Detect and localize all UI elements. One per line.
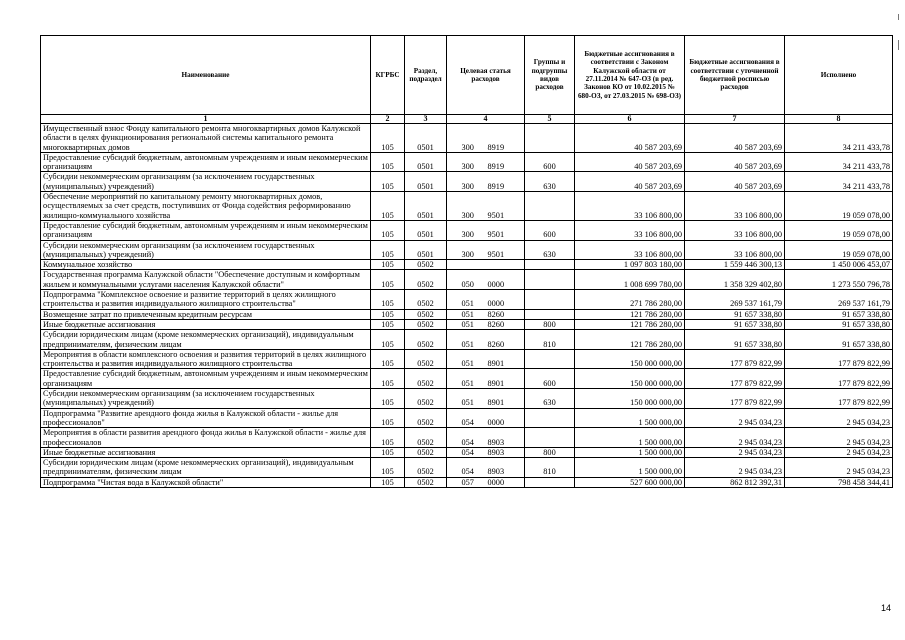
row-executed-amount: 91 657 338,80	[785, 330, 893, 350]
row-target	[447, 172, 525, 192]
row-target	[447, 260, 525, 270]
row-group	[525, 428, 575, 448]
row-executed-amount: 34 211 433,78	[785, 172, 893, 192]
row-executed-amount: 2 945 034,23	[785, 428, 893, 448]
row-executed-amount: 34 211 433,78	[785, 124, 893, 153]
row-target-program: 300	[461, 162, 474, 172]
row-target-program: 051	[461, 299, 474, 309]
table-row	[41, 192, 893, 221]
row-law-amount: 150 000 000,00	[575, 349, 685, 369]
row-target-program: 051	[461, 319, 474, 329]
row-executed-amount: 177 879 822,99	[785, 349, 893, 369]
row-target-item: 0000	[487, 279, 505, 289]
row-target	[447, 349, 525, 369]
row-section: 0502	[405, 349, 447, 369]
table-row	[41, 389, 893, 409]
table-row	[41, 240, 893, 260]
row-name: Коммунальное хозяйство	[41, 260, 371, 270]
table-row	[41, 152, 893, 172]
budget-table	[40, 35, 893, 488]
row-target-program: 051	[461, 339, 474, 349]
column-number: 5	[525, 115, 575, 124]
row-target	[447, 192, 525, 221]
row-name: Предоставление субсидий бюджетным, автономным учреждениям и иным некоммерческим организациям	[41, 220, 371, 240]
row-section: 0502	[405, 389, 447, 409]
row-group	[525, 408, 575, 428]
row-target	[447, 220, 525, 240]
row-refined-amount: 91 657 338,80	[685, 330, 785, 350]
row-group: 800	[525, 447, 575, 457]
table-body	[41, 115, 893, 488]
header-executed: Исполнено	[785, 36, 893, 115]
row-law-amount: 1 500 000,00	[575, 428, 685, 448]
row-kgrbs: 105	[371, 477, 405, 487]
row-law-amount: 1 500 000,00	[575, 447, 685, 457]
row-target	[447, 309, 525, 319]
row-law-amount: 40 587 203,69	[575, 152, 685, 172]
row-target-item: 8901	[487, 359, 505, 369]
row-name: Мероприятия в области развития арендного фонда жилья в Калужской области - жилье для профессионалов	[41, 428, 371, 448]
row-target-program: 054	[461, 417, 474, 427]
row-group: 630	[525, 240, 575, 260]
row-refined-amount: 2 945 034,23	[685, 408, 785, 428]
table-row	[41, 428, 893, 448]
row-kgrbs: 105	[371, 458, 405, 478]
row-refined-amount: 2 945 034,23	[685, 458, 785, 478]
row-target	[447, 428, 525, 448]
table-row	[41, 220, 893, 240]
row-target-program: 300	[461, 181, 474, 191]
row-kgrbs: 105	[371, 349, 405, 369]
row-kgrbs: 105	[371, 319, 405, 329]
row-executed-amount: 91 657 338,80	[785, 309, 893, 319]
row-kgrbs: 105	[371, 428, 405, 448]
row-refined-amount: 177 879 822,99	[685, 389, 785, 409]
table-row	[41, 408, 893, 428]
row-refined-amount: 1 559 446 300,13	[685, 260, 785, 270]
row-refined-amount: 91 657 338,80	[685, 319, 785, 329]
row-target-item: 0000	[487, 299, 505, 309]
row-target-item: 9501	[487, 249, 505, 259]
row-section: 0502	[405, 477, 447, 487]
row-section: 0501	[405, 192, 447, 221]
row-group: 810	[525, 458, 575, 478]
row-law-amount: 271 786 280,00	[575, 290, 685, 310]
row-name: Субсидии некоммерческим организациям (за исключением государственных (муниципальных) учреждений)	[41, 240, 371, 260]
row-name: Государственная программа Калужской области "Обеспечение доступным и комфортным жильем и коммунальными услугами населения Калужской области"	[41, 270, 371, 290]
row-refined-amount: 269 537 161,79	[685, 290, 785, 310]
row-target	[447, 270, 525, 290]
row-law-amount: 1 500 000,00	[575, 408, 685, 428]
row-law-amount: 150 000 000,00	[575, 389, 685, 409]
row-refined-amount: 2 945 034,23	[685, 428, 785, 448]
row-target-program: 300	[461, 210, 474, 220]
column-number: 1	[41, 115, 371, 124]
row-target-program: 054	[461, 437, 474, 447]
row-target	[447, 319, 525, 329]
row-section: 0502	[405, 330, 447, 350]
row-group: 630	[525, 389, 575, 409]
row-executed-amount: 177 879 822,99	[785, 369, 893, 389]
row-target-item: 9501	[487, 210, 505, 220]
row-target-item: 8260	[487, 309, 505, 319]
table-row	[41, 124, 893, 153]
row-refined-amount: 177 879 822,99	[685, 349, 785, 369]
row-name: Иные бюджетные ассигнования	[41, 319, 371, 329]
row-kgrbs: 105	[371, 192, 405, 221]
table-row	[41, 319, 893, 329]
row-kgrbs: 105	[371, 124, 405, 153]
row-target	[447, 290, 525, 310]
row-section: 0502	[405, 290, 447, 310]
row-kgrbs: 105	[371, 240, 405, 260]
row-target	[447, 369, 525, 389]
header-groups: Группы и подгруппы видов расходов	[525, 36, 575, 115]
row-law-amount: 121 786 280,00	[575, 319, 685, 329]
row-law-amount: 1 500 000,00	[575, 458, 685, 478]
table-row	[41, 369, 893, 389]
row-name: Имущественный взнос Фонду капитального ремонта многоквартирных домов Калужской области в целях функционирования региональной системы капитального ремонта многоквартирных домов	[41, 124, 371, 153]
column-number: 7	[685, 115, 785, 124]
row-law-amount: 40 587 203,69	[575, 124, 685, 153]
row-target	[447, 240, 525, 260]
row-target-item: 8903	[487, 467, 505, 477]
row-target-item: 8260	[487, 319, 505, 329]
row-kgrbs: 105	[371, 220, 405, 240]
row-section: 0502	[405, 447, 447, 457]
row-refined-amount: 40 587 203,69	[685, 172, 785, 192]
row-group	[525, 477, 575, 487]
row-executed-amount: 34 211 433,78	[785, 152, 893, 172]
row-target-program: 054	[461, 447, 474, 457]
row-target-item: 0000	[487, 477, 505, 487]
table-header-row	[41, 36, 893, 115]
column-number: 4	[447, 115, 525, 124]
row-law-amount: 33 106 800,00	[575, 220, 685, 240]
row-name: Предоставление субсидий бюджетным, автономным учреждениям и иным некоммерческим организациям	[41, 369, 371, 389]
row-executed-amount: 19 059 078,00	[785, 220, 893, 240]
row-section: 0502	[405, 428, 447, 448]
row-group	[525, 349, 575, 369]
row-law-amount: 1 008 699 780,00	[575, 270, 685, 290]
row-group: 800	[525, 319, 575, 329]
row-executed-amount: 1 273 550 796,78	[785, 270, 893, 290]
row-kgrbs: 105	[371, 330, 405, 350]
row-kgrbs: 105	[371, 290, 405, 310]
row-group: 600	[525, 220, 575, 240]
row-law-amount: 121 786 280,00	[575, 309, 685, 319]
row-group: 630	[525, 172, 575, 192]
table-row	[41, 172, 893, 192]
header-kgrbs: КГРБС	[371, 36, 405, 115]
row-executed-amount: 2 945 034,23	[785, 447, 893, 457]
row-refined-amount: 40 587 203,69	[685, 152, 785, 172]
row-target	[447, 447, 525, 457]
row-refined-amount: 33 106 800,00	[685, 192, 785, 221]
row-name: Подпрограмма "Чистая вода в Калужской области"	[41, 477, 371, 487]
table-row	[41, 260, 893, 270]
row-target	[447, 458, 525, 478]
header-refined-allocations: Бюджетные ассигнования в соответствии с уточненной бюджетной росписью расходов	[685, 36, 785, 115]
row-executed-amount: 2 945 034,23	[785, 458, 893, 478]
table-row	[41, 349, 893, 369]
row-law-amount: 527 600 000,00	[575, 477, 685, 487]
row-name: Субсидии юридическим лицам (кроме некоммерческих организаций), индивидуальным предпринимателям, физическим лицам	[41, 458, 371, 478]
row-section: 0502	[405, 309, 447, 319]
row-law-amount: 1 097 803 180,00	[575, 260, 685, 270]
row-target	[447, 477, 525, 487]
row-target-item: 8903	[487, 437, 505, 447]
row-target-item: 8260	[487, 339, 505, 349]
row-target-program: 057	[461, 477, 474, 487]
scan-edge-mark	[898, 40, 899, 50]
row-executed-amount: 19 059 078,00	[785, 192, 893, 221]
row-refined-amount: 33 106 800,00	[685, 220, 785, 240]
row-group	[525, 192, 575, 221]
row-target-program: 300	[461, 142, 474, 152]
row-section: 0501	[405, 152, 447, 172]
row-target-item: 0000	[487, 417, 505, 427]
row-target-item: 8919	[487, 142, 505, 152]
header-target: Целевая статья расходов	[447, 36, 525, 115]
row-target-program: 300	[461, 230, 474, 240]
row-refined-amount: 862 812 392,31	[685, 477, 785, 487]
row-refined-amount: 40 587 203,69	[685, 124, 785, 153]
page-number: 14	[880, 603, 891, 613]
row-section: 0502	[405, 319, 447, 329]
row-kgrbs: 105	[371, 389, 405, 409]
header-name: Наименование	[41, 36, 371, 115]
row-target-item: 8919	[487, 181, 505, 191]
row-kgrbs: 105	[371, 270, 405, 290]
row-name: Предоставление субсидий бюджетным, автономным учреждениям и иным некоммерческим организациям	[41, 152, 371, 172]
table-row	[41, 309, 893, 319]
column-number: 6	[575, 115, 685, 124]
row-section: 0502	[405, 369, 447, 389]
row-law-amount: 150 000 000,00	[575, 369, 685, 389]
column-number-row	[41, 115, 893, 124]
row-group	[525, 309, 575, 319]
row-target-item: 8919	[487, 162, 505, 172]
row-refined-amount: 2 945 034,23	[685, 447, 785, 457]
row-target-program: 051	[461, 309, 474, 319]
header-section: Раздел, подраздел	[405, 36, 447, 115]
row-law-amount: 33 106 800,00	[575, 240, 685, 260]
row-kgrbs: 105	[371, 369, 405, 389]
row-section: 0501	[405, 240, 447, 260]
row-target-program: 300	[461, 249, 474, 259]
table-row	[41, 458, 893, 478]
row-target-program: 051	[461, 378, 474, 388]
row-kgrbs: 105	[371, 408, 405, 428]
row-section: 0501	[405, 220, 447, 240]
row-group	[525, 260, 575, 270]
row-name: Подпрограмма "Комплексное освоение и развитие территорий в целях жилищного строительства и развития индивидуального жилищного строительства"	[41, 290, 371, 310]
row-target-program: 054	[461, 467, 474, 477]
row-kgrbs: 105	[371, 172, 405, 192]
row-section: 0501	[405, 124, 447, 153]
row-refined-amount: 91 657 338,80	[685, 309, 785, 319]
row-target	[447, 330, 525, 350]
row-executed-amount: 19 059 078,00	[785, 240, 893, 260]
row-target-program: 050	[461, 279, 474, 289]
row-executed-amount: 91 657 338,80	[785, 319, 893, 329]
row-section: 0501	[405, 172, 447, 192]
row-refined-amount: 33 106 800,00	[685, 240, 785, 260]
row-name: Иные бюджетные ассигнования	[41, 447, 371, 457]
row-name: Субсидии юридическим лицам (кроме некоммерческих организаций), индивидуальным предпринимателям, физическим лицам	[41, 330, 371, 350]
row-target-item: 8901	[487, 398, 505, 408]
row-refined-amount: 1 358 329 402,80	[685, 270, 785, 290]
scan-edge-mark	[898, 14, 899, 20]
row-group: 810	[525, 330, 575, 350]
row-kgrbs: 105	[371, 152, 405, 172]
column-number: 3	[405, 115, 447, 124]
row-group	[525, 270, 575, 290]
row-executed-amount: 798 458 344,41	[785, 477, 893, 487]
column-number: 8	[785, 115, 893, 124]
row-target	[447, 408, 525, 428]
row-target-item: 9501	[487, 230, 505, 240]
table-row	[41, 447, 893, 457]
header-law-allocations: Бюджетные ассигнования в соответствии с Законом Калужской области от 27.11.2014 № 647-ОЗ (в ред. Законов КО от 10.02.2015 № 680-ОЗ, от 27.03.2015 № 698-ОЗ)	[575, 36, 685, 115]
row-executed-amount: 177 879 822,99	[785, 389, 893, 409]
row-target-program: 051	[461, 398, 474, 408]
row-executed-amount: 2 945 034,23	[785, 408, 893, 428]
row-section: 0502	[405, 270, 447, 290]
row-executed-amount: 1 450 006 453,07	[785, 260, 893, 270]
row-law-amount: 40 587 203,69	[575, 172, 685, 192]
row-target	[447, 389, 525, 409]
row-target-program: 051	[461, 359, 474, 369]
row-kgrbs: 105	[371, 447, 405, 457]
table-row	[41, 290, 893, 310]
row-executed-amount: 269 537 161,79	[785, 290, 893, 310]
row-refined-amount: 177 879 822,99	[685, 369, 785, 389]
row-group	[525, 290, 575, 310]
table-row	[41, 270, 893, 290]
row-name: Субсидии некоммерческим организациям (за исключением государственных (муниципальных) учреждений)	[41, 172, 371, 192]
row-law-amount: 33 106 800,00	[575, 192, 685, 221]
row-law-amount: 121 786 280,00	[575, 330, 685, 350]
row-target-item: 8903	[487, 447, 505, 457]
row-target	[447, 124, 525, 153]
table-row	[41, 477, 893, 487]
row-target	[447, 152, 525, 172]
row-name: Мероприятия в области комплексного освоения и развития территорий в целях жилищного строительства и развития индивидуального жилищного строительства	[41, 349, 371, 369]
row-kgrbs: 105	[371, 309, 405, 319]
row-name: Возмещение затрат по привлеченным кредитным ресурсам	[41, 309, 371, 319]
row-name: Обеспечение мероприятий по капитальному ремонту многоквартирных домов, осуществляемых за счет средств, поступивших от Фонда содействия реформированию жилищно-коммунального хозяйства	[41, 192, 371, 221]
column-number: 2	[371, 115, 405, 124]
row-section: 0502	[405, 458, 447, 478]
row-kgrbs: 105	[371, 260, 405, 270]
row-group	[525, 124, 575, 153]
row-name: Подпрограмма "Развитие арендного фонда жилья в Калужской области - жилье для профессионалов"	[41, 408, 371, 428]
row-group: 600	[525, 369, 575, 389]
table-row	[41, 330, 893, 350]
row-name: Субсидии некоммерческим организациям (за исключением государственных (муниципальных) учреждений)	[41, 389, 371, 409]
row-target-item: 8901	[487, 378, 505, 388]
row-group: 600	[525, 152, 575, 172]
row-section: 0502	[405, 408, 447, 428]
row-section: 0502	[405, 260, 447, 270]
